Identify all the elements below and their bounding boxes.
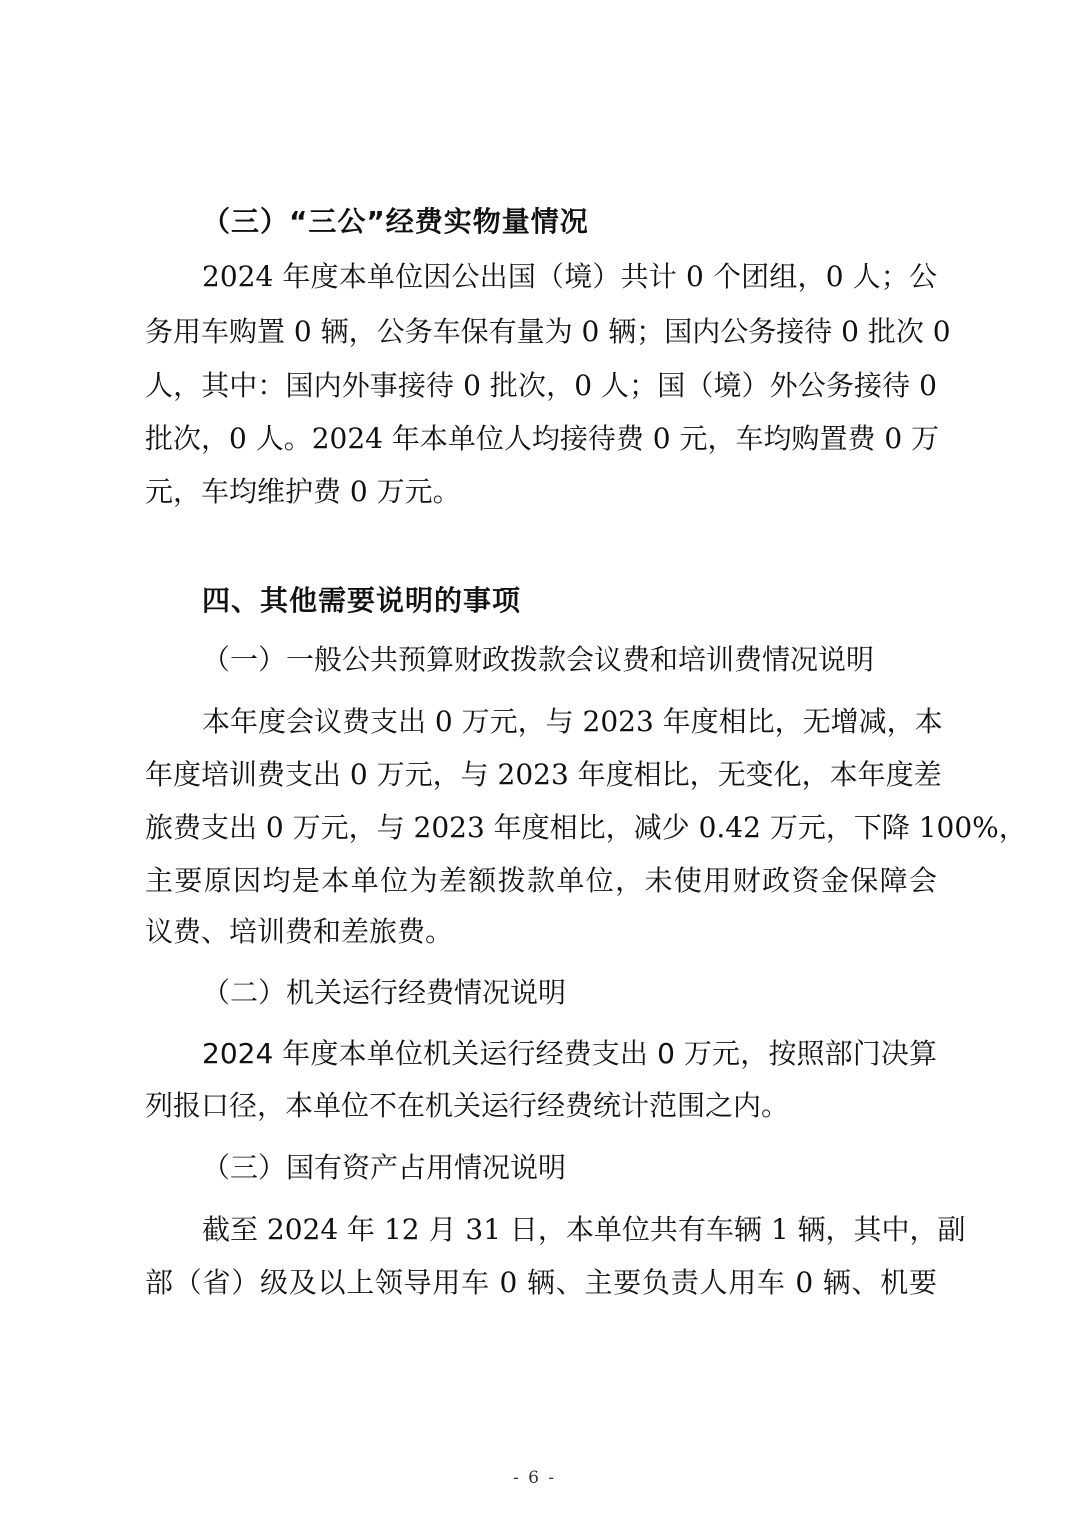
paragraph-line: 议费、培训费和差旅费。 bbox=[145, 915, 454, 948]
subsection-heading-operating-expenses: （二）机关运行经费情况说明 bbox=[202, 976, 567, 1009]
paragraph-line: 部（省）级及以上领导用车 0 辆、主要负责人用车 0 辆、机要 bbox=[145, 1266, 937, 1299]
paragraph-line: 年度培训费支出 0 万元，与 2023 年度相比，无变化，本年度差 bbox=[145, 758, 942, 791]
paragraph-line: 主要原因均是本单位为差额拨款单位，未使用财政资金保障会 bbox=[145, 864, 937, 897]
paragraph-line: 截至 2024 年 12 月 31 日，本单位共有车辆 1 辆，其中，副 bbox=[202, 1213, 966, 1246]
paragraph-line: 批次，0 人。2024 年本单位人均接待费 0 元，车均购置费 0 万 bbox=[145, 422, 940, 455]
section-heading-sangong: （三）“三公”经费实物量情况 bbox=[202, 205, 589, 238]
subsection-heading-state-assets: （三）国有资产占用情况说明 bbox=[202, 1151, 567, 1184]
page-number: - 6 - bbox=[512, 1468, 557, 1488]
paragraph-line: 列报口径，本单位不在机关运行经费统计范围之内。 bbox=[145, 1089, 790, 1122]
paragraph-line: 元，车均维护费 0 万元。 bbox=[145, 475, 461, 508]
paragraph-line: 人，其中：国内外事接待 0 批次，0 人；国（境）外公务接待 0 bbox=[145, 369, 937, 402]
section-heading-other-matters: 四、其他需要说明的事项 bbox=[202, 584, 522, 617]
paragraph-line: 2024 年度本单位因公出国（境）共计 0 个团组，0 人；公 bbox=[202, 260, 937, 293]
paragraph-line: 2024 年度本单位机关运行经费支出 0 万元，按照部门决算 bbox=[202, 1037, 937, 1070]
subsection-heading-meeting-training: （一）一般公共预算财政拨款会议费和培训费情况说明 bbox=[202, 643, 875, 676]
paragraph-line: 务用车购置 0 辆，公务车保有量为 0 辆；国内公务接待 0 批次 0 bbox=[145, 315, 951, 348]
paragraph-line: 本年度会议费支出 0 万元，与 2023 年度相比，无增减，本 bbox=[202, 705, 943, 738]
paragraph-line: 旅费支出 0 万元，与 2023 年度相比，减少 0.42 万元，下降 100%， bbox=[145, 811, 1027, 844]
